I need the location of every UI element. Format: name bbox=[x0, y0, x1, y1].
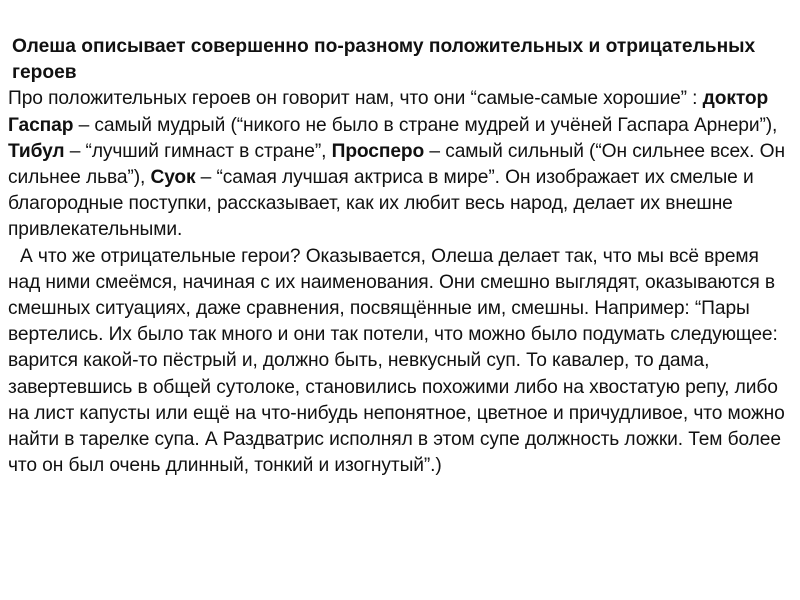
hero-name-gaspar: доктор Гаспар bbox=[8, 88, 769, 136]
hero-desc-prospero: – самый сильный (“Он сильнее всех. Он сильнее льва”), bbox=[8, 140, 785, 189]
paragraph-positive-heroes bbox=[8, 86, 788, 243]
hero-desc-tibul: – “лучший гимнаст в стране”, bbox=[64, 140, 332, 162]
slide-heading: Олеша описывает совершенно по-разному положительных и отрицательных героев bbox=[12, 36, 756, 84]
hero-desc-suok: – “самая лучшая актриса в мире”. Он изображает их смелые и благородные поступки, рассказывает, как их любит весь народ, делает их внешне привлекательными. bbox=[8, 167, 754, 241]
hero-name-prospero: Просперо bbox=[331, 140, 425, 162]
hero-desc-gaspar: – самый мудрый (“никого не было в стране мудрей и учёней Гаспара Арнери”), bbox=[73, 114, 778, 136]
slide-text-block bbox=[8, 34, 788, 479]
hero-name-tibul: Тибул bbox=[8, 140, 65, 162]
paragraph-intro: Про положительных героев он говорит нам, что они “самые-самые хорошие” : bbox=[8, 88, 703, 110]
paragraph-negative-heroes: А что же отрицательные герои? Оказывается, Олеша делает так, что мы всё время над ними смеёмся, начиная с их наименования. Они смешно выглядят, оказываются в смешных ситуациях, даже сравнения, посвящённые им, смешны. Например: “Пары вертелись. Их было так много и они так потели, что можно было подумать следующее: варится какой-то пёстрый и, должно быть, невкусный суп. То кавалер, то дама, завертевшись в общей сутолоке, становились похожими либо на хвостатую репу, либо на лист капусты или ещё на что-нибудь непонятное, цветное и причудливое, что можно найти в тарелке супа. А Раздватрис исполнял в этом супе должность ложки. Тем более что он был очень длинный, тонкий и изогнутый”.) bbox=[8, 245, 785, 477]
hero-name-suok: Суок bbox=[150, 167, 196, 189]
